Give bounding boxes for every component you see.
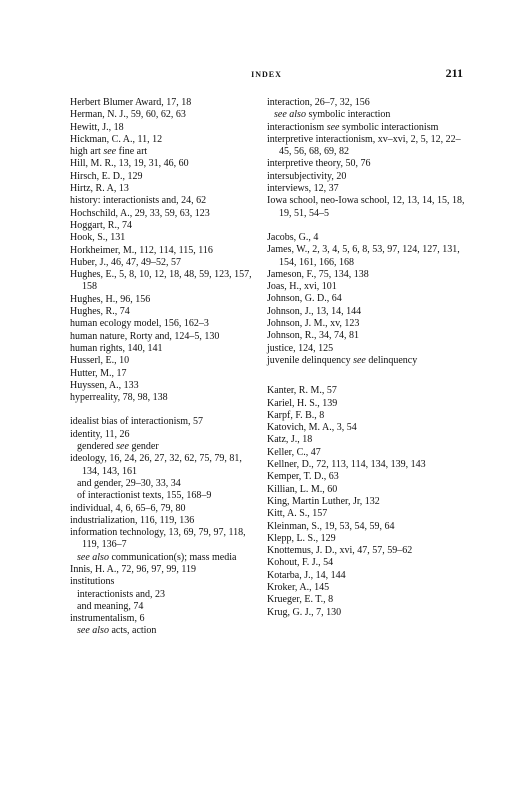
index-entry: individual, 4, 6, 65–6, 79, 80: [70, 502, 186, 514]
index-entry: Husserl, E., 10: [70, 355, 130, 367]
index-entry: Katovich, M. A., 3, 54: [267, 422, 357, 434]
index-entry: juvenile delinquency see delinquency: [267, 354, 418, 366]
index-subentry: gendered see gender: [77, 441, 159, 453]
index-entry: history: interactionists and, 24, 62: [70, 195, 207, 207]
index-entry: Killian, L. M., 60: [267, 483, 338, 495]
index-entry: hyperreality, 78, 98, 138: [70, 392, 168, 404]
index-entry: Knottemus, J. D., xvi, 47, 57, 59–62: [267, 545, 413, 557]
index-subentry: interactionists and, 23: [77, 588, 166, 600]
index-entry: Joas, H., xvi, 101: [267, 281, 337, 293]
index-entry: Jacobs, G., 4: [267, 231, 319, 243]
index-entry: Johnson, J., 13, 14, 144: [267, 305, 362, 317]
index-entry: idealist bias of interactionism, 57: [70, 416, 204, 428]
index-entry: Katz, J., 18: [267, 434, 313, 446]
index-entry: Herbert Blumer Award, 17, 18: [70, 97, 192, 108]
index-entry: industrialization, 116, 119, 136: [70, 514, 195, 526]
letter-group-gap: [267, 220, 467, 232]
index-entry: Hickman, C. A., 11, 12: [70, 133, 163, 145]
index-entry: interpretive interactionism, xv–xvi, 2, 5, 12, 22–45, 56, 68, 69, 82: [267, 133, 461, 158]
index-entry: Kitt, A. S., 157: [267, 508, 328, 520]
index-subentry: of interactionist texts, 155, 168–9: [77, 490, 212, 502]
index-entry: Johnson, J. M., xv, 123: [267, 318, 360, 330]
index-entry: Johnson, R., 34, 74, 81: [267, 330, 359, 342]
index-entry: Kleinman, S., 19, 53, 54, 59, 64: [267, 520, 395, 532]
index-entry: Jameson, F., 75, 134, 138: [267, 268, 369, 280]
page-number: 211: [445, 66, 463, 80]
index-entry: Horkheimer, M., 112, 114, 115, 116: [70, 244, 213, 256]
index-entry: Hirsch, E. D., 129: [70, 170, 143, 182]
letter-group-gap: [267, 367, 467, 385]
index-entry: Kotarba, J., 14, 144: [267, 569, 346, 581]
index-entry: intersubjectivity, 20: [267, 170, 347, 182]
index-entry: ideology, 16, 24, 26, 27, 32, 62, 75, 79, 81, 134, 143, 161: [70, 453, 242, 477]
index-entry: Krug, G. J., 7, 130: [267, 606, 342, 618]
index-entry: Kanter, R. M., 57: [267, 385, 337, 397]
index-entry: Hill, M. R., 13, 19, 31, 46, 60: [70, 158, 189, 170]
index-entry: Kellner, D., 72, 113, 114, 134, 139, 143: [267, 459, 426, 471]
index-entry: interactionism see symbolic interactionism: [267, 121, 439, 133]
index-entry: human nature, Rorty and, 124–5, 130: [70, 330, 220, 342]
index-subentry: and meaning, 74: [77, 600, 144, 612]
index-entry: instrumentalism, 6: [70, 613, 145, 625]
index-entry: Herman, N. J., 59, 60, 62, 63: [70, 109, 186, 121]
index-entry: Hirtz, R. A, 13: [70, 183, 129, 195]
index-entry: Karpf, F. B., 8: [267, 409, 325, 421]
index-entry: information technology, 13, 69, 79, 97, 118, 119, 136–7: [70, 527, 246, 551]
page-header: [70, 66, 463, 82]
index-entry: interpretive theory, 50, 76: [267, 158, 371, 170]
index-entry: Hughes, H., 96, 156: [70, 293, 151, 305]
index-entry: Huber, J., 46, 47, 49–52, 57: [70, 256, 181, 268]
index-subentry: see also communication(s); mass media: [77, 551, 237, 563]
index-entry: Iowa school, neo-Iowa school, 12, 13, 14, 15, 18, 19, 51, 54–5: [267, 195, 465, 219]
index-entry: interviews, 12, 37: [267, 183, 339, 195]
index-entry: Hughes, R., 74: [70, 306, 130, 318]
index-entry: high art see fine art: [70, 146, 148, 158]
index-entry: human rights, 140, 141: [70, 342, 163, 354]
index-entry: Hutter, M., 17: [70, 367, 127, 379]
index-subentry: see also symbolic interaction: [274, 109, 391, 121]
index-entry: King, Martin Luther, Jr, 132: [267, 495, 380, 507]
index-entry: Hochschild, A., 29, 33, 59, 63, 123: [70, 207, 210, 219]
running-head: INDEX: [251, 70, 282, 79]
index-entry: justice, 124, 125: [267, 342, 334, 354]
index-subentry: and gender, 29–30, 33, 34: [77, 477, 181, 489]
index-entry: interaction, 26–7, 32, 156: [267, 97, 370, 108]
index-entry: identity, 11, 26: [70, 428, 130, 440]
index-entry: Krueger, E. T., 8: [267, 594, 334, 606]
index-entry: Keller, C., 47: [267, 446, 321, 458]
index-entry: human ecology model, 156, 162–3: [70, 318, 209, 330]
index-column-right: [267, 97, 467, 619]
index-entry: Kariel, H. S., 139: [267, 397, 338, 409]
index-entry: Innis, H. A., 72, 96, 97, 99, 119: [70, 563, 197, 575]
index-entry: Hoggart, R., 74: [70, 219, 132, 231]
index-entry: Kohout, F. J., 54: [267, 557, 334, 569]
index-entry: Klepp, L. S., 129: [267, 532, 336, 544]
index-entry: Hook, S., 131: [70, 232, 126, 244]
index-entry: Kemper, T. D., 63: [267, 471, 339, 483]
index-entry: James, W., 2, 3, 4, 5, 6, 8, 53, 97, 124, 127, 131, 154, 161, 166, 168: [267, 244, 460, 268]
letter-group-gap: [70, 404, 260, 416]
index-column-left: [70, 97, 260, 638]
index-entry: Huyssen, A., 133: [70, 379, 139, 391]
index-entry: Kroker, A., 145: [267, 581, 330, 593]
index-entry: Johnson, G. D., 64: [267, 293, 342, 305]
index-entry: Hughes, E., 5, 8, 10, 12, 18, 48, 59, 123, 157, 158: [70, 269, 252, 293]
index-entry: institutions: [70, 576, 115, 588]
index-entry: Hewitt, J., 18: [70, 121, 124, 133]
index-subentry: see also acts, action: [77, 625, 157, 637]
